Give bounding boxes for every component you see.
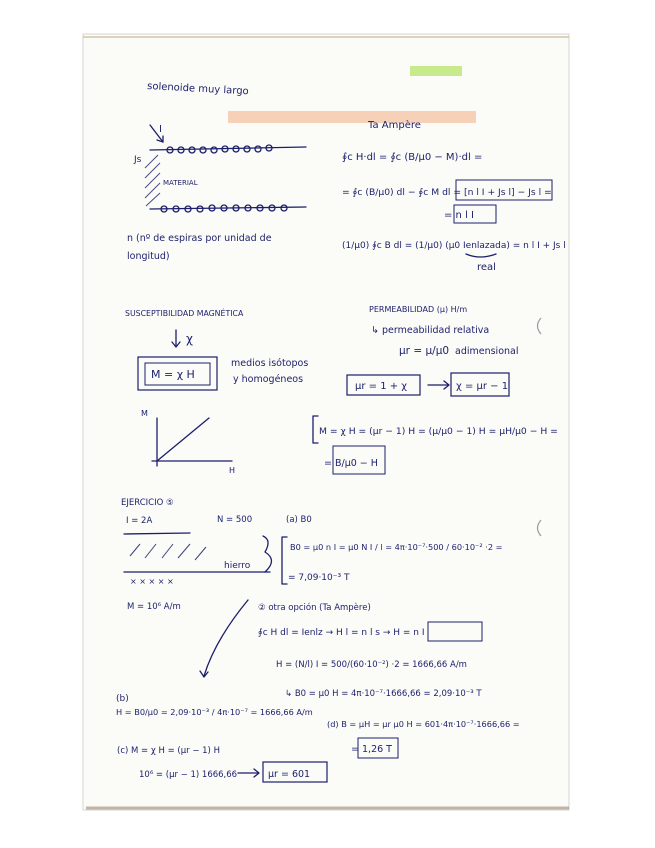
page-title: solenoide muy largo xyxy=(146,81,249,98)
media-note-line-2: y homogéneos xyxy=(233,374,304,385)
material-label: MATERIAL xyxy=(163,179,198,187)
m-chi-h-formula: M = χ H xyxy=(151,368,195,381)
part-d-result: 1,26 T xyxy=(362,744,392,755)
ampere-heading: Ta Ampère xyxy=(368,120,421,131)
given-current: I = 2A xyxy=(126,516,153,526)
given-turns: N = 500 xyxy=(217,515,253,525)
h-computation: H = (N/l) I = 500/(60·10⁻²) ·2 = 1666,66 A/m xyxy=(276,660,467,670)
permeability-heading: PERMEABILIDAD (μ) H/m xyxy=(369,305,468,314)
svg-text:× × × × ×: × × × × × xyxy=(130,577,174,586)
part-d-equation: (d) B = μH = μr μ0 H = 601·4π·10⁻⁷·1666,66 = xyxy=(327,719,520,729)
graph-y-label: M xyxy=(141,409,148,418)
exercise-heading: EJERCICIO ⑤ xyxy=(121,498,174,508)
ampere-eq-1: ∮c H·dl = ∮c (B/μ0 − M)·dl = xyxy=(342,152,483,163)
part-c-equation: (c) M = χ H = (μr − 1) H xyxy=(117,746,220,756)
ampere-eq-4: (1/μ0) ∮c B dl = (1/μ0) (μ0 Ienlazada) = n l I + Js l xyxy=(342,241,566,251)
bracket-eq-line-2: = B/μ0 − H xyxy=(324,458,378,469)
chi-boxed-formula: χ = μr − 1 xyxy=(456,381,509,392)
b0-computation: ↳ B0 = μ0 H = 4π·10⁻⁷·1666,66 = 2,09·10⁻³ T xyxy=(285,689,482,699)
green-highlight xyxy=(410,66,462,76)
mur-boxed-formula: μr = 1 + χ xyxy=(355,381,408,392)
bracket-eq-line-1: M = χ H = (μr − 1) H = (μ/μ0 − 1) H = μH/μ0 − H = xyxy=(319,426,558,437)
n-definition-line-2: longitud) xyxy=(127,251,170,262)
part-a-result: = 7,09·10⁻³ T xyxy=(288,573,350,583)
part-c-line: 10⁶ = (μr − 1) 1666,66 xyxy=(139,770,238,780)
media-note-line-1: medios isótopos xyxy=(231,358,309,369)
other-option-heading: ② otra opción (Ta Ampère) xyxy=(258,603,371,613)
relative-permeability-line: ↳ permeabilidad relativa xyxy=(371,325,490,336)
n-definition-line-1: n (nº de espiras por unidad de xyxy=(127,233,272,244)
susceptibility-heading: SUSCEPTIBILIDAD MAGNÉTICA xyxy=(125,309,244,318)
given-magnetization: M = 10⁶ A/m xyxy=(127,602,181,612)
chi-arrow-label: χ xyxy=(186,332,193,346)
material-hierro: hierro xyxy=(224,561,251,571)
graph-x-label: H xyxy=(229,466,236,475)
ampere-eq-3: = n l I xyxy=(444,210,474,221)
part-b-equation: H = B0/μ0 = 2,09·10⁻³ / 4π·10⁻⁷ = 1666,66 A/m xyxy=(116,707,313,717)
part-a-label: (a) B0 xyxy=(286,515,312,525)
part-c-result: μr = 601 xyxy=(268,769,311,780)
svg-text:=: = xyxy=(351,744,360,755)
dimensionless-note: adimensional xyxy=(455,346,519,357)
ampere-eq-2: = ∮c (B/μ0) dl − ∮c M dl = [n l I + Js l] − Js l = xyxy=(342,187,552,198)
part-b-label: (b) xyxy=(116,694,129,704)
part-a-equation: B0 = μ0 n I = μ0 N I / l = 4π·10⁻⁷·500 / 60·10⁻² ·2 = xyxy=(290,542,503,552)
surface-current-label: Js xyxy=(134,155,142,165)
mur-formula: μr = μ/μ0 xyxy=(399,345,450,357)
real-annotation: real xyxy=(477,262,496,273)
orange-highlight xyxy=(228,111,476,123)
current-label: I xyxy=(159,124,162,135)
ampere-h-line: ∮c H dl = Ienlz → H l = n l s → H = n I xyxy=(258,628,425,638)
